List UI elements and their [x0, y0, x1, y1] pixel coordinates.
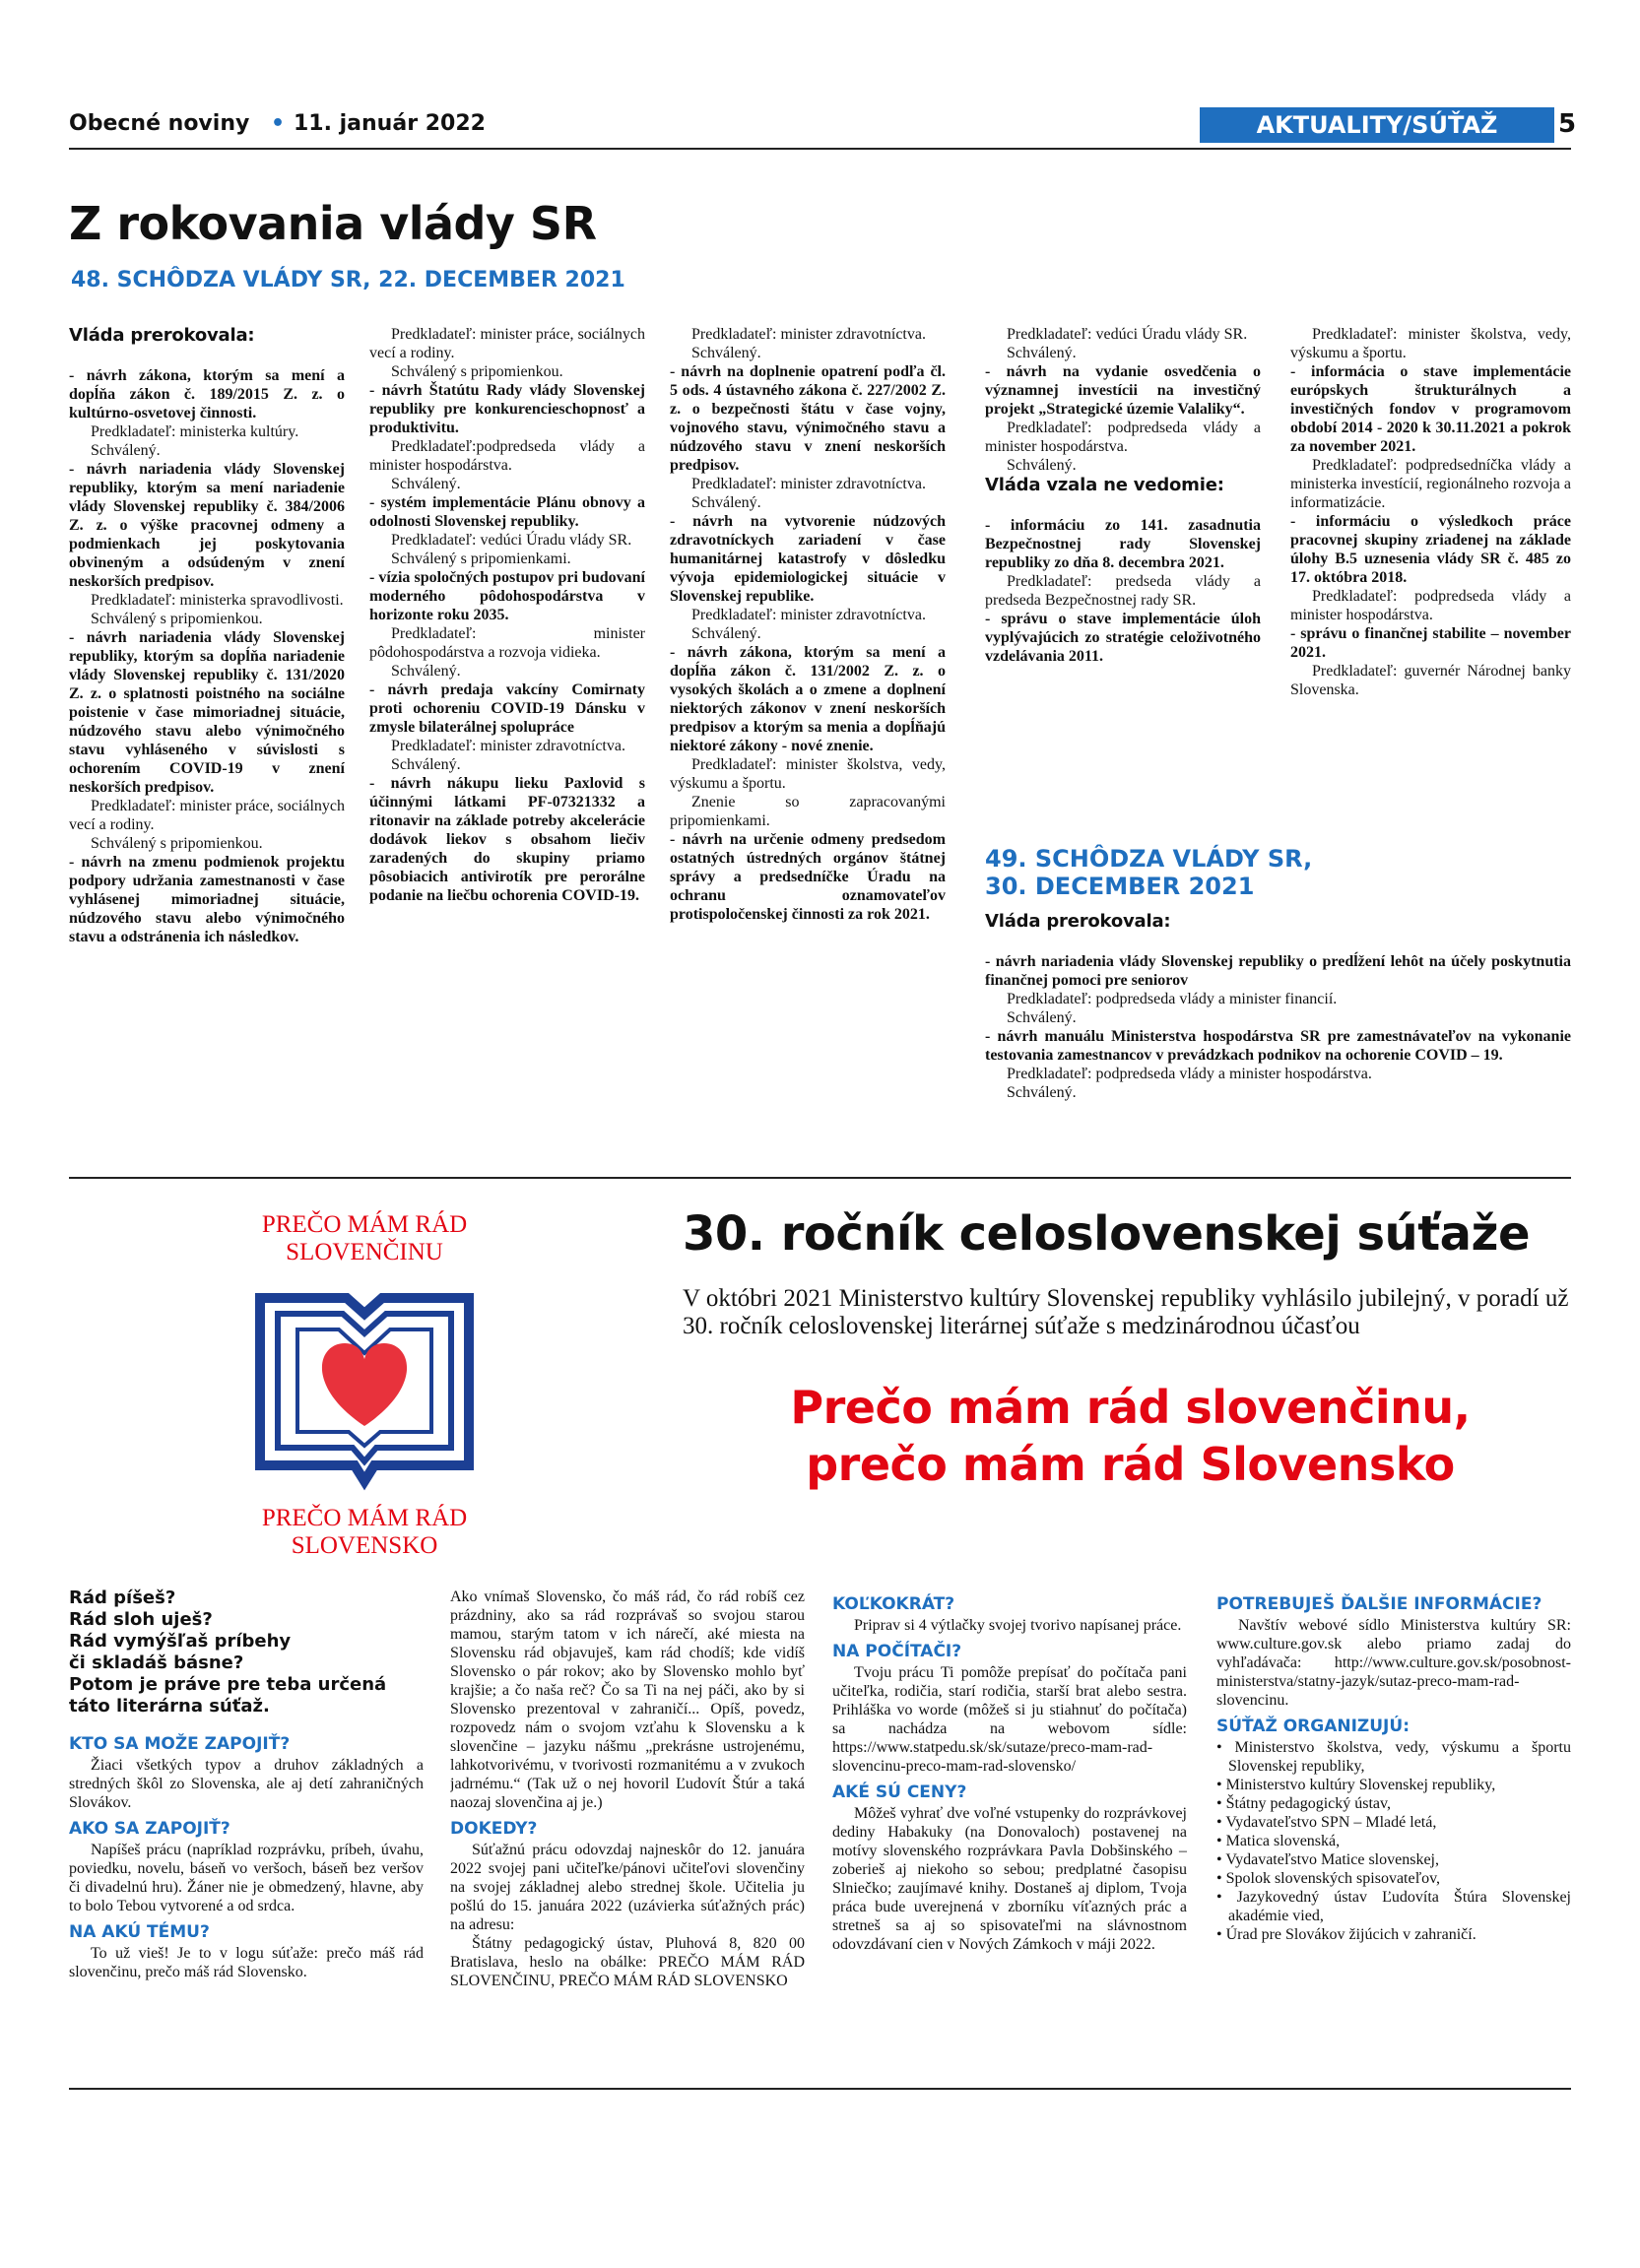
agenda-item: - informácia o stave implementácie európskych štrukturálnych a investičných fondov v programovom období 2014 - 2020 k 30.11.2021 a pokrok za november 2021.: [1290, 363, 1571, 455]
logo-text-top-1: PREČO MÁM RÁD: [261, 1211, 468, 1238]
paragraph: Súťažnú prácu odovzdaj najneskôr do 12. januára 2022 svojej pani učiteľke/pánovi učiteľovi slovenčiny na svojej základnej alebo strednej škole. Učitelia ju pošlú do 15. januára 2022 (uzávierka súťažných prác) na adresu:: [450, 1842, 805, 1933]
header-rule: [69, 148, 1571, 150]
paragraph: Predkladateľ: guvernér Národnej banky Slovenska.: [1290, 663, 1571, 698]
contest-red-title: [689, 1379, 1571, 1493]
paragraph: Žiaci všetkých typov a druhov základných a stredných škôl zo Slovenska, ale aj detí zahraničných Slovákov.: [69, 1757, 424, 1811]
organizer-item: • Úrad pre Slovákov žijúcich v zahraničí.: [1216, 1926, 1476, 1943]
lead-line: či skladáš básne?: [69, 1652, 244, 1673]
paragraph: Predkladateľ: minister práce, sociálnych vecí a rodiny.: [69, 798, 345, 833]
contest-column-3: [832, 1588, 1187, 2070]
paragraph: Predkladateľ: ministerka spravodlivosti.: [91, 592, 344, 609]
paragraph: Predkladateľ: podpredseda vlády a minister financií.: [1007, 991, 1338, 1007]
meeting-48-heading: 48. SCHÔDZA VLÁDY SR, 22. DECEMBER 2021: [71, 268, 625, 292]
paragraph: To už vieš! Je to v logu súťaže: prečo máš rád slovenčinu, prečo máš rád Slovensko.: [69, 1945, 424, 1980]
agenda-item: - návrh na určenie odmeny predsedom ostatných ústredných orgánov štátnej správy a predsedníčke Úradu na ochranu oznamovateľov protispoločenskej činnosti za rok 2021.: [670, 831, 946, 923]
paragraph: Predkladateľ: predseda vlády a predseda Bezpečnostnej rady SR.: [985, 573, 1261, 609]
contest-column-1: [69, 1588, 424, 2070]
logo-text-bottom-2: SLOVENSKO: [291, 1532, 438, 1559]
paragraph: Predkladateľ: vedúci Úradu vlády SR.: [391, 532, 632, 549]
header-bullet: •: [271, 111, 286, 136]
paragraph: Schválený.: [1007, 345, 1077, 361]
agenda-item: - návrh nariadenia vlády Slovenskej republiky o predĺžení lehôt na účely poskytnutia finančnej pomoci pre seniorov: [985, 953, 1571, 989]
subheading: POTREBUJEŠ ĎALŠIE INFORMÁCIE?: [1216, 1594, 1542, 1614]
subheading: Vláda prerokovala:: [985, 911, 1171, 932]
paragraph: Schválený.: [1007, 457, 1077, 474]
book-heart-icon: [246, 1278, 483, 1495]
contest-red-title-line2: prečo mám rád Slovensko: [806, 1438, 1455, 1491]
agenda-item: - správu o finančnej stabilite – november 2021.: [1290, 625, 1571, 661]
paragraph: Schválený.: [391, 756, 461, 773]
organizer-item: • Vydavateľstvo SPN – Mladé letá,: [1216, 1814, 1437, 1831]
paragraph: Predkladateľ: minister pôdohospodárstva a rozvoja vidieka.: [369, 625, 645, 661]
newspaper-name: Obecné noviny: [69, 111, 250, 136]
paragraph: Schválený.: [1007, 1009, 1077, 1026]
issue-date: 11. január 2022: [294, 111, 486, 136]
paragraph: Predkladateľ: minister práce, sociálnych vecí a rodiny.: [369, 326, 645, 361]
paragraph: Znenie so zapracovanými pripomienkami.: [670, 794, 946, 829]
paragraph: Schválený.: [91, 442, 161, 459]
paragraph: Predkladateľ: minister zdravotníctva.: [691, 476, 926, 492]
contest-title: 30. ročník celoslovenskej súťaže: [683, 1206, 1531, 1262]
paragraph: Predkladateľ: podpredsedníčka vlády a ministerka investícií, regionálneho rozvoja a informatizácie.: [1290, 457, 1571, 511]
page-number: 5: [1558, 109, 1577, 139]
organizer-item: • Ministerstvo kultúry Slovenskej republiky,: [1216, 1777, 1496, 1793]
subheading: DOKEDY?: [450, 1819, 538, 1839]
organizer-item: • Jazykovedný ústav Ľudovíta Štúra Slovenskej akadémie vied,: [1216, 1889, 1571, 1924]
organizer-item: • Matica slovenská,: [1216, 1833, 1341, 1849]
logo-text-bottom-1: PREČO MÁM RÁD: [261, 1505, 468, 1531]
lead-line: táto literárna súťaž.: [69, 1696, 270, 1717]
contest-red-title-line1: Prečo mám rád slovenčinu,: [790, 1381, 1471, 1434]
paragraph: Napíšeš prácu (napríklad rozprávku, príbeh, úvahu, poviedku, novelu, báseň vo veršoch, báseň bez veršov či divadelnú hru). Žáner nie je obmedzený, hlavne, aby to bolo Tebou vytvorené a od srdca.: [69, 1842, 424, 1914]
subheading: KOĽKOKRÁT?: [832, 1594, 955, 1614]
meeting-49-heading-line2: 30. DECEMBER 2021: [985, 873, 1255, 900]
agenda-item: - vízia spoločných postupov pri budovaní moderného pôdohospodárstva v horizonte roku 2035.: [369, 569, 645, 623]
paragraph: Schválený.: [391, 476, 461, 492]
meeting-49-heading-line1: 49. SCHÔDZA VLÁDY SR,: [985, 845, 1313, 873]
subheading: NA POČÍTAČI?: [832, 1642, 962, 1661]
agenda-item: - informáciu zo 141. zasadnutia Bezpečnostnej rady Slovenskej republiky zo dňa 8. decembra 2021.: [985, 517, 1261, 571]
lead-line: Potom je práve pre teba určená: [69, 1674, 387, 1695]
contest-intro: V októbri 2021 Ministerstvo kultúry Slovenskej republiky vyhlásilo jubilejný, v poradí už 30. ročník celoslovenskej literárnej súťaže s medzinárodnou účasťou: [683, 1285, 1569, 1339]
section-divider: [69, 1177, 1571, 1179]
paragraph: Predkladateľ: podpredseda vlády a minister hospodárstva.: [985, 420, 1261, 455]
paragraph: Schválený.: [691, 494, 761, 511]
contest-column-4: [1216, 1588, 1571, 2070]
article-column-4: [985, 325, 1261, 817]
subheading: KTO SA MOŽE ZAPOJIŤ?: [69, 1734, 291, 1754]
agenda-item: - návrh na vydanie osvedčenia o významnej investícii na investičný projekt „Strategické územie Valaliky“.: [985, 363, 1261, 418]
agenda-item: - návrh na doplnenie opatrení podľa čl. 5 ods. 4 ústavného zákona č. 227/2002 Z. z. o bezpečnosti štátu v čase vojny, vojnového stavu, výnimočného stavu a núdzového stavu v znení neskorších predpisov.: [670, 363, 946, 474]
organizer-item: • Vydavateľstvo Matice slovenskej,: [1216, 1851, 1439, 1868]
organizer-item: • Spolok slovenských spisovateľov,: [1216, 1870, 1441, 1887]
subheading: Vláda vzala ne vedomie:: [985, 475, 1224, 495]
article-title: Z rokovania vlády SR: [69, 197, 597, 250]
page-header: [69, 105, 1577, 145]
agenda-item: - návrh nariadenia vlády Slovenskej republiky, ktorým sa mení nariadenie vlády Slovenskej republiky č. 384/2006 Z. z. o výške pracovnej odmeny a podmienkach jej poskytovania obvineným a odsúdeným v znení neskorších predpisov.: [69, 461, 345, 590]
paragraph: Predkladateľ: podpredseda vlády a minister hospodárstva.: [1007, 1066, 1372, 1082]
agenda-item: - návrh manuálu Ministerstva hospodárstva SR pre zamestnávateľov na vykonanie testovania zamestnancov v prevádzkach podnikov na ochorenie COVID – 19.: [985, 1028, 1571, 1064]
agenda-item: - informáciu o výsledkoch práce pracovnej skupiny zriadenej na základe úlohy B.5 uznesenia vlády SR č. 485 zo 17. októbra 2018.: [1290, 513, 1571, 586]
paragraph: Predkladateľ: ministerka kultúry.: [91, 423, 299, 440]
paragraph: Schválený.: [691, 625, 761, 642]
agenda-item: - systém implementácie Plánu obnovy a odolnosti Slovenskej republiky.: [369, 494, 645, 530]
paragraph: Navštív webové sídlo Ministerstva kultúry SR: www.culture.gov.sk alebo priamo zadaj do vyhľadávača: http://www.culture.gov.sk/posobnost-ministerstva/statny-jazyk/sutaz-preco-mam-rad-slovencinu.: [1216, 1617, 1571, 1709]
meeting-49-heading: [985, 845, 1312, 900]
organizer-item: • Ministerstvo školstva, vedy, výskumu a športu Slovenskej republiky,: [1216, 1739, 1571, 1775]
paragraph: Štátny pedagogický ústav, Pluhová 8, 820 00 Bratislava, heslo na obálke: PREČO MÁM RÁD SLOVENČINU, PREČO MÁM RÁD SLOVENSKO: [450, 1935, 805, 1989]
organizer-list: [1216, 1738, 1571, 1944]
paragraph: Predkladateľ: minister školstva, vedy, výskumu a športu.: [1290, 326, 1571, 361]
paragraph: Schválený s pripomienkou.: [91, 835, 263, 852]
subheading: AKO SA ZAPOJIŤ?: [69, 1819, 230, 1839]
meeting-49-column: [985, 911, 1571, 1137]
logo-text-top-2: SLOVENČINU: [286, 1239, 443, 1265]
contest-column-2: [450, 1588, 805, 2070]
section-label: AKTUALITY/SÚŤAŽ: [1200, 107, 1554, 143]
agenda-item: - správu o stave implementácie úloh vyplývajúcich zo stratégie celoživotného vzdelávania 2011.: [985, 611, 1261, 665]
contest-lead: [69, 1588, 424, 1717]
paragraph: Schválený.: [691, 345, 761, 361]
paragraph: Priprav si 4 výtlačky svojej tvorivo napísanej práce.: [854, 1617, 1182, 1634]
article-column-1: [69, 325, 345, 1128]
agenda-item: - návrh predaja vakcíny Comirnaty proti ochoreniu COVID-19 Dánsku v zmysle bilaterálnej spolupráce: [369, 681, 645, 736]
paragraph: Predkladateľ:podpredseda vlády a minister hospodárstva.: [369, 438, 645, 474]
paragraph: Predkladateľ: minister zdravotníctva.: [691, 326, 926, 343]
paragraph: Schválený s pripomienkami.: [391, 551, 571, 567]
article-column-5: [1290, 325, 1571, 817]
paragraph: Predkladateľ: minister zdravotníctva.: [391, 738, 625, 754]
paragraph: Schválený s pripomienkou.: [391, 363, 563, 380]
bottom-rule: [69, 2088, 1571, 2090]
lead-line: Rád píšeš?: [69, 1588, 176, 1608]
subheading: Vláda prerokovala:: [69, 325, 255, 346]
paragraph: Tvoju prácu Ti pomôže prepísať do počítača pani učiteľka, rodičia, starí rodičia, starší brat alebo sestra. Prihláška vo worde (môžeš si ju stiahnuť do počítača) sa nachádza na webovom sídle: https://www.statpedu.sk/sk/sutaze/preco-mam-rad-slovencinu-preco-mam-rad-slovensko/: [832, 1664, 1187, 1775]
agenda-item: - návrh zákona, ktorým sa mení a dopĺňa zákon č. 131/2002 Z. z. o vysokých školách a o zmene a doplnení niektorých zákonov v znení neskorších predpisov a ktorým sa menia a dopĺňajú niektoré zákony - nové znenie.: [670, 644, 946, 754]
agenda-item: - návrh na zmenu podmienok projektu podpory udržania zamestnanosti v čase vyhlásenej mimoriadnej situácie, núdzového stavu alebo výnimočného stavu a odstránenia ich následkov.: [69, 854, 345, 945]
paragraph: Ako vnímaš Slovensko, čo máš rád, čo rád robíš cez prázdniny, ako sa rád rozprávaš so svojou starou mamou, starým tatom v ich nárečí, aké miesta na Slovensku rád objavuješ, kam rád chodíš; kde vidíš Slovensko o pár rokov; ako by Slovensko mohlo byť krajšie; a čo naša reč? Čo sa Ti na nej páči, ako by si Slovensko prezentoval v zahraničí... Opíš, povedz, rozpovedz nám o svojom vzťahu k Slovensku a k slovenčine – jazyku nášmu „prekrásne ustrojenému, lahkotvorivému, v tvorivosti rozmanitému a v zvukoch jadrnému.“ (Tak už o nej hovoril Ľudovít Štúr a taká naozaj slovenčina aj je.): [450, 1588, 805, 1811]
agenda-item: - návrh na vytvorenie núdzových zdravotníckych zariadení v čase humanitárnej katastrofy v dôsledku vývoja epidemiologickej situácie v Slovenskej republike.: [670, 513, 946, 605]
paragraph: Môžeš vyhrať dve voľné vstupenky do rozprávkovej dediny Habakuky (na Donovaloch) postavenej na motívy slovenského rozprávkara Pavla Dobšinského – zoberieš aj niekoho so sebou; predplatné časopisu Slniečko; zaujímavé knihy. Dostaneš aj diplom, Tvoja práca bude uverejnená v zborníku víťazných prác a stretneš sa aj so spisovateľmi na slávnostnom odovzdávaní cien v Nových Zámkoch v máji 2022.: [832, 1805, 1187, 1953]
paragraph: Predkladateľ: minister školstva, vedy, výskumu a športu.: [670, 756, 946, 792]
agenda-item: - návrh zákona, ktorým sa mení a dopĺňa zákon č. 189/2015 Z. z. o kultúrno-osvetovej činnosti.: [69, 367, 345, 421]
agenda-item: - návrh nariadenia vlády Slovenskej republiky, ktorým sa dopĺňa nariadenie vlády Slovenskej republiky č. 131/2020 Z. z. o splatnosti poistného na sociálne poistenie v čase mimoriadnej situácie, núdzového stavu alebo výnimočného stavu vyhláseného v súvislosti s ochorením COVID-19 v znení neskorších predpisov.: [69, 629, 345, 796]
agenda-item: - návrh Štatútu Rady vlády Slovenskej republiky pre konkurencieschopnosť a produktivitu.: [369, 382, 645, 436]
article-column-3: [670, 325, 946, 1128]
article-column-2: [369, 325, 645, 1128]
paragraph: Schválený.: [1007, 1084, 1077, 1101]
paragraph: Schválený.: [391, 663, 461, 680]
organizer-item: • Štátny pedagogický ústav,: [1216, 1795, 1391, 1812]
lead-line: Rád sloh uješ?: [69, 1609, 213, 1630]
subheading: NA AKÚ TÉMU?: [69, 1922, 210, 1942]
contest-logo: [217, 1192, 512, 1586]
subheading: SÚŤAŽ ORGANIZUJÚ:: [1216, 1717, 1410, 1736]
agenda-item: - návrh nákupu lieku Paxlovid s účinnými látkami PF-07321332 a ritonavir na základe potreby akcelerácie dodávok liekov s obsahom liečiv zaradených do skupiny priamo pôsobiacich antivirotík pre perorálne podanie na liečbu ochorenia COVID-19.: [369, 775, 645, 904]
paragraph: Schválený s pripomienkou.: [91, 611, 263, 627]
paragraph: Predkladateľ: minister zdravotníctva.: [691, 607, 926, 623]
subheading: AKÉ SÚ CENY?: [832, 1782, 967, 1802]
paragraph: Predkladateľ: podpredseda vlády a minister hospodárstva.: [1290, 588, 1571, 623]
lead-line: Rád vymýšľaš príbehy: [69, 1631, 292, 1652]
paragraph: Predkladateľ: vedúci Úradu vlády SR.: [1007, 326, 1248, 343]
